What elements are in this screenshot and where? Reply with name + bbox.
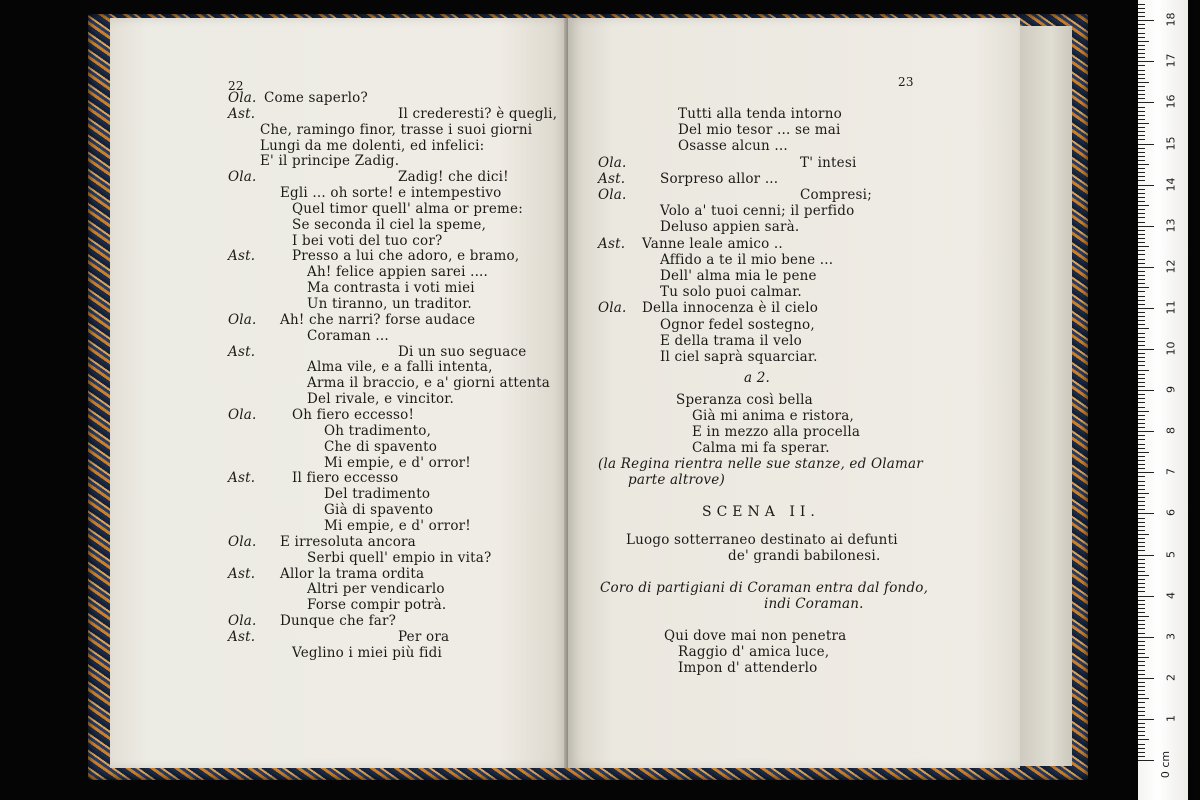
ruler-tick bbox=[1138, 744, 1145, 745]
ruler-tick bbox=[1138, 423, 1145, 424]
ruler-tick bbox=[1138, 518, 1145, 519]
ruler-tick bbox=[1138, 505, 1145, 506]
speaker-label: Ast. bbox=[598, 171, 626, 187]
ruler-tick bbox=[1138, 115, 1145, 116]
stage-direction-line: indi Coraman. bbox=[764, 596, 864, 612]
ruler-tick bbox=[1138, 624, 1145, 625]
ruler-tick bbox=[1138, 661, 1145, 662]
verse-line: E della trama il velo bbox=[660, 333, 803, 349]
ruler-tick bbox=[1138, 197, 1145, 198]
verse-line: Alma vile, e a falli intenta, bbox=[307, 359, 493, 375]
verse-line: Compresi; bbox=[800, 187, 872, 203]
ruler-number: 7 bbox=[1164, 468, 1178, 476]
ruler-tick bbox=[1138, 620, 1145, 621]
ruler-tick bbox=[1138, 653, 1145, 654]
ruler-tick bbox=[1138, 33, 1145, 34]
ruler-tick bbox=[1138, 119, 1145, 120]
verse-line: Dunque che far? bbox=[280, 613, 397, 629]
verse-line: Come saperlo? bbox=[264, 90, 368, 106]
verse-line: Mi empie, e d' orror! bbox=[324, 518, 471, 534]
ruler-tick bbox=[1138, 509, 1145, 510]
ruler-tick bbox=[1138, 250, 1145, 251]
verse-line: E' il principe Zadig. bbox=[260, 153, 400, 169]
verse-line: Della innocenza è il cielo bbox=[642, 300, 819, 316]
ruler-tick bbox=[1138, 53, 1145, 54]
ruler-tick bbox=[1138, 370, 1149, 371]
ruler-tick bbox=[1138, 49, 1145, 50]
ruler-number: 13 bbox=[1164, 218, 1178, 233]
verse-line: Del mio tesor ... se mai bbox=[678, 122, 841, 138]
ruler-number: 11 bbox=[1164, 300, 1178, 315]
ruler-tick bbox=[1138, 386, 1145, 387]
ruler-tick bbox=[1138, 164, 1149, 165]
ruler-tick bbox=[1138, 649, 1145, 650]
ruler-tick bbox=[1138, 435, 1145, 436]
ruler-tick bbox=[1138, 341, 1145, 342]
ruler-number: 12 bbox=[1164, 259, 1178, 274]
ruler-tick bbox=[1138, 156, 1145, 157]
ruler-tick bbox=[1138, 604, 1145, 605]
ruler-tick bbox=[1138, 686, 1145, 687]
stage-direction-line: parte altrove) bbox=[628, 472, 725, 488]
ruler-tick bbox=[1138, 259, 1145, 260]
ruler-tick bbox=[1138, 24, 1145, 25]
verse-line: Zadig! che dici! bbox=[398, 169, 509, 185]
ruler-tick bbox=[1138, 324, 1145, 325]
ruler-tick bbox=[1138, 591, 1145, 592]
ruler-tick bbox=[1138, 748, 1145, 749]
ruler-tick bbox=[1138, 185, 1154, 186]
verse-line: Veglino i miei più fidi bbox=[292, 645, 443, 661]
ruler-tick bbox=[1138, 205, 1149, 206]
speaker-label: Ast. bbox=[228, 344, 256, 360]
ruler-tick bbox=[1138, 612, 1145, 613]
verse-line: Che, ramingo finor, trasse i suoi giorni bbox=[260, 122, 533, 138]
ruler-tick bbox=[1138, 427, 1145, 428]
ruler-tick bbox=[1138, 530, 1145, 531]
ruler-tick bbox=[1138, 481, 1145, 482]
ruler-tick bbox=[1138, 57, 1145, 58]
verse-line: Il ciel saprà squarciar. bbox=[660, 349, 818, 365]
ruler-tick bbox=[1138, 711, 1145, 712]
duet-label: a 2. bbox=[744, 370, 771, 386]
ruler-tick bbox=[1138, 444, 1145, 445]
ruler-unit-label: 0 cm bbox=[1159, 750, 1173, 779]
ruler-tick bbox=[1138, 694, 1145, 695]
verse-line: Egli ... oh sorte! e intempestivo bbox=[280, 185, 502, 201]
flyleaf bbox=[1020, 26, 1072, 766]
ruler-tick bbox=[1138, 600, 1145, 601]
ruler-tick bbox=[1138, 419, 1145, 420]
ruler-tick bbox=[1138, 160, 1145, 161]
verse-line: Oh fiero eccesso! bbox=[292, 407, 415, 423]
ruler-tick bbox=[1138, 213, 1145, 214]
ruler-number: 5 bbox=[1164, 550, 1178, 558]
speaker-label: Ast. bbox=[228, 248, 256, 264]
ruler-number: 8 bbox=[1164, 427, 1178, 435]
ruler-tick bbox=[1138, 94, 1145, 95]
ruler-tick bbox=[1138, 760, 1154, 761]
ruler-tick bbox=[1138, 222, 1145, 223]
speaker-label: Ast. bbox=[228, 106, 256, 122]
ruler-tick bbox=[1138, 349, 1154, 350]
verse-line: Mi empie, e d' orror! bbox=[324, 455, 471, 471]
ruler-number: 3 bbox=[1164, 632, 1178, 640]
speaker-label: Ola. bbox=[228, 407, 257, 423]
ruler-tick bbox=[1138, 497, 1145, 498]
ruler-tick bbox=[1138, 123, 1149, 124]
ruler-number: 9 bbox=[1164, 386, 1178, 394]
ruler-tick bbox=[1138, 16, 1145, 17]
verse-line: E irresoluta ancora bbox=[280, 534, 416, 550]
speaker-label: Ola. bbox=[228, 169, 257, 185]
ruler-tick bbox=[1138, 690, 1145, 691]
verse-line: Per ora bbox=[398, 629, 450, 645]
ruler-tick bbox=[1138, 550, 1145, 551]
verse-line: Allor la trama ordita bbox=[280, 566, 425, 582]
ruler-tick bbox=[1138, 8, 1145, 9]
ruler-tick bbox=[1138, 567, 1145, 568]
ruler-tick bbox=[1138, 702, 1145, 703]
ruler-tick bbox=[1138, 641, 1145, 642]
ruler-tick bbox=[1138, 263, 1145, 264]
ruler-tick bbox=[1138, 460, 1145, 461]
verse-line: Il crederesti? è quegli, bbox=[398, 106, 558, 122]
ruler-tick bbox=[1138, 209, 1145, 210]
ruler-tick bbox=[1138, 374, 1145, 375]
left-page bbox=[110, 18, 568, 768]
ruler-tick bbox=[1138, 357, 1145, 358]
ruler-tick bbox=[1138, 513, 1154, 514]
speaker-label: Ast. bbox=[228, 566, 256, 582]
ruler-tick bbox=[1138, 37, 1145, 38]
ruler-tick bbox=[1138, 407, 1145, 408]
ruler-tick bbox=[1138, 587, 1145, 588]
ruler-tick bbox=[1138, 534, 1149, 535]
ruler-number: 6 bbox=[1164, 509, 1178, 517]
ruler-number: 15 bbox=[1164, 136, 1178, 150]
ruler-tick bbox=[1138, 304, 1145, 305]
ruler-tick bbox=[1138, 571, 1145, 572]
ruler-tick bbox=[1138, 139, 1145, 140]
ruler-tick bbox=[1138, 275, 1145, 276]
ruler-tick bbox=[1138, 485, 1145, 486]
verse-line: Oh tradimento, bbox=[324, 423, 432, 439]
ruler-tick bbox=[1138, 398, 1145, 399]
ruler-tick bbox=[1138, 415, 1145, 416]
ruler-tick bbox=[1138, 4, 1145, 5]
ruler-tick bbox=[1138, 665, 1145, 666]
stage-direction-line: (la Regina rientra nelle sue stanze, ed Olamar bbox=[598, 456, 923, 472]
verse-line: Ognor fedel sostegno, bbox=[660, 317, 815, 333]
ruler-tick bbox=[1138, 657, 1149, 658]
verse-line: Già mi anima e ristora, bbox=[692, 408, 854, 424]
verse-line: Arma il braccio, e a' giorni attenta bbox=[307, 375, 550, 391]
verse-line: Serbi quell' empio in vita? bbox=[307, 550, 492, 566]
ruler-tick bbox=[1138, 246, 1149, 247]
ruler-tick bbox=[1138, 411, 1149, 412]
ruler-tick bbox=[1138, 715, 1145, 716]
verse-line: Tu solo puoi calmar. bbox=[660, 284, 802, 300]
speaker-label: Ola. bbox=[598, 155, 627, 171]
verse-line: E in mezzo alla procella bbox=[692, 424, 861, 440]
verse-line: Forse compir potrà. bbox=[307, 597, 447, 613]
ruler-tick bbox=[1138, 493, 1149, 494]
speaker-label: Ola. bbox=[228, 312, 257, 328]
ruler-tick bbox=[1138, 333, 1145, 334]
ruler-tick bbox=[1138, 472, 1154, 473]
ruler-tick bbox=[1138, 189, 1145, 190]
ruler-tick bbox=[1138, 168, 1145, 169]
ruler-tick bbox=[1138, 238, 1145, 239]
ruler-tick bbox=[1138, 456, 1145, 457]
ruler-number: 17 bbox=[1164, 53, 1178, 68]
verse-line: Sorpreso allor ... bbox=[660, 171, 779, 187]
ruler-tick bbox=[1138, 579, 1145, 580]
ruler-tick bbox=[1138, 300, 1145, 301]
ruler-tick bbox=[1138, 345, 1145, 346]
ruler-tick bbox=[1138, 559, 1145, 560]
verse-line: Deluso appien sarà. bbox=[660, 219, 800, 235]
verse-line: Qui dove mai non penetra bbox=[664, 628, 847, 644]
verse-line: Dell' alma mia le pene bbox=[660, 268, 817, 284]
ruler-tick bbox=[1138, 575, 1149, 576]
ruler-tick bbox=[1138, 45, 1145, 46]
ruler-tick bbox=[1138, 254, 1145, 255]
ruler-tick bbox=[1138, 452, 1149, 453]
ruler-tick bbox=[1138, 291, 1145, 292]
ruler-tick bbox=[1138, 201, 1145, 202]
ruler-tick bbox=[1138, 90, 1145, 91]
ruler-tick bbox=[1138, 563, 1145, 564]
ruler-tick bbox=[1138, 107, 1145, 108]
verse-line: Calma mi fa sperar. bbox=[692, 440, 830, 456]
ruler-tick bbox=[1138, 135, 1145, 136]
ruler-tick bbox=[1138, 98, 1145, 99]
ruler-tick bbox=[1138, 180, 1145, 181]
ruler-tick bbox=[1138, 526, 1145, 527]
ruler-number: 14 bbox=[1164, 177, 1178, 192]
ruler-tick bbox=[1138, 439, 1145, 440]
ruler-tick bbox=[1138, 172, 1145, 173]
speaker-label: Ola. bbox=[228, 90, 257, 106]
verse-line: Che di spavento bbox=[324, 439, 438, 455]
ruler-tick bbox=[1138, 267, 1154, 268]
speaker-label: Ast. bbox=[228, 629, 256, 645]
verse-line: Coraman ... bbox=[307, 328, 389, 344]
ruler-number: 2 bbox=[1164, 673, 1178, 681]
ruler-tick bbox=[1138, 41, 1149, 42]
ruler-tick bbox=[1138, 723, 1145, 724]
ruler-tick bbox=[1138, 102, 1154, 103]
ruler-tick bbox=[1138, 583, 1145, 584]
ruler-tick bbox=[1138, 756, 1145, 757]
verse-line: Già di spavento bbox=[324, 502, 434, 518]
ruler-tick bbox=[1138, 193, 1145, 194]
ruler-tick bbox=[1138, 633, 1145, 634]
ruler-tick bbox=[1138, 555, 1154, 556]
ruler-tick bbox=[1138, 308, 1154, 309]
ruler-number: 16 bbox=[1164, 94, 1178, 109]
ruler-tick bbox=[1138, 698, 1149, 699]
verse-line: Vanne leale amico .. bbox=[642, 236, 783, 252]
ruler-tick bbox=[1138, 287, 1149, 288]
ruler-tick bbox=[1138, 70, 1145, 71]
ruler-tick bbox=[1138, 678, 1154, 679]
ruler-tick bbox=[1138, 628, 1145, 629]
ruler-tick bbox=[1138, 707, 1145, 708]
ruler-tick bbox=[1138, 279, 1145, 280]
ruler-tick bbox=[1138, 739, 1149, 740]
verse-line: Osasse alcun ... bbox=[678, 138, 788, 154]
ruler-tick bbox=[1138, 727, 1145, 728]
verse-line: Un tiranno, un traditor. bbox=[307, 296, 472, 312]
ruler-number: 4 bbox=[1164, 591, 1178, 599]
speaker-label: Ola. bbox=[598, 187, 627, 203]
verse-line: Volo a' tuoi cenni; il perfido bbox=[660, 203, 855, 219]
ruler-tick bbox=[1138, 361, 1145, 362]
ruler-tick bbox=[1138, 111, 1145, 112]
verse-line: Del rivale, e vincitor. bbox=[307, 391, 454, 407]
ruler-tick bbox=[1138, 328, 1149, 329]
verse-line: Speranza così bella bbox=[676, 392, 813, 408]
ruler-tick bbox=[1138, 61, 1154, 62]
speaker-label: Ast. bbox=[598, 236, 626, 252]
ruler-tick bbox=[1138, 538, 1145, 539]
ruler-tick bbox=[1138, 645, 1145, 646]
ruler-tick bbox=[1138, 616, 1149, 617]
ruler-tick bbox=[1138, 637, 1154, 638]
ruler-tick bbox=[1138, 230, 1145, 231]
ruler-tick bbox=[1138, 176, 1145, 177]
ruler-tick bbox=[1138, 546, 1145, 547]
ruler-tick bbox=[1138, 242, 1145, 243]
ruler-tick bbox=[1138, 382, 1145, 383]
verse-line: Quel timor quell' alma or preme: bbox=[292, 201, 523, 217]
scene-location-line: Luogo sotterraneo destinato ai defunti bbox=[626, 532, 898, 548]
stage-direction-line: Coro di partigiani di Coraman entra dal fondo, bbox=[600, 580, 929, 596]
ruler-number: 1 bbox=[1164, 714, 1178, 722]
ruler-tick bbox=[1138, 670, 1145, 671]
ruler-tick bbox=[1138, 464, 1145, 465]
ruler-tick bbox=[1138, 394, 1145, 395]
ruler-tick bbox=[1138, 148, 1145, 149]
ruler-tick bbox=[1138, 402, 1145, 403]
verse-line: Di un suo seguace bbox=[398, 344, 527, 360]
verse-line: Se seconda il ciel la speme, bbox=[292, 217, 487, 233]
ruler-tick bbox=[1138, 353, 1145, 354]
right-page bbox=[568, 18, 1020, 768]
ruler-tick bbox=[1138, 468, 1145, 469]
verse-line: Ma contrasta i voti miei bbox=[307, 280, 475, 296]
ruler-tick bbox=[1138, 608, 1145, 609]
ruler-tick bbox=[1138, 719, 1154, 720]
verse-line: Affido a te il mio bene ... bbox=[660, 252, 834, 268]
ruler-tick bbox=[1138, 316, 1145, 317]
ruler-tick bbox=[1138, 476, 1145, 477]
ruler-tick bbox=[1138, 234, 1145, 235]
ruler-tick bbox=[1138, 312, 1145, 313]
verse-line: T' intesi bbox=[800, 155, 857, 171]
ruler-tick bbox=[1138, 296, 1145, 297]
verse-line: Impon d' attenderlo bbox=[678, 660, 818, 676]
ruler-tick bbox=[1138, 501, 1145, 502]
ruler-tick bbox=[1138, 731, 1145, 732]
verse-line: Del tradimento bbox=[324, 486, 431, 502]
verse-line: Altri per vendicarlo bbox=[307, 581, 445, 597]
ruler-tick bbox=[1138, 74, 1145, 75]
ruler-tick bbox=[1138, 522, 1145, 523]
speaker-label: Ast. bbox=[228, 470, 256, 486]
ruler-tick bbox=[1138, 489, 1145, 490]
speaker-label: Ola. bbox=[598, 300, 627, 316]
ruler-tick bbox=[1138, 226, 1154, 227]
page-number: 22 bbox=[228, 79, 244, 93]
verse-line: I bei voti del tuo cor? bbox=[292, 233, 443, 249]
ruler-tick bbox=[1138, 28, 1145, 29]
ruler-tick bbox=[1138, 596, 1154, 597]
verse-line: Il fiero eccesso bbox=[292, 470, 399, 486]
ruler-tick bbox=[1138, 131, 1145, 132]
ruler-number: 18 bbox=[1164, 12, 1178, 27]
ruler-tick bbox=[1138, 283, 1145, 284]
ruler-tick bbox=[1138, 217, 1145, 218]
ruler-tick bbox=[1138, 86, 1145, 87]
verse-line: Tutti alla tenda intorno bbox=[678, 106, 842, 122]
ruler-tick bbox=[1138, 682, 1145, 683]
verse-line: Presso a lui che adoro, e bramo, bbox=[292, 248, 520, 264]
scene-location-line: de' grandi babilonesi. bbox=[728, 548, 881, 564]
ruler-tick bbox=[1138, 542, 1145, 543]
ruler-tick bbox=[1138, 144, 1154, 145]
ruler-tick bbox=[1138, 390, 1154, 391]
ruler-tick bbox=[1138, 127, 1145, 128]
ruler-tick bbox=[1138, 271, 1145, 272]
ruler-tick bbox=[1138, 65, 1145, 66]
verse-line: Raggio d' amica luce, bbox=[678, 644, 830, 660]
ruler-tick bbox=[1138, 365, 1145, 366]
ruler-number: 10 bbox=[1164, 341, 1178, 356]
ruler-tick bbox=[1138, 735, 1145, 736]
speaker-label: Ola. bbox=[228, 613, 257, 629]
ruler-tick bbox=[1138, 448, 1145, 449]
speaker-label: Ola. bbox=[228, 534, 257, 550]
verse-line: Lungi da me dolenti, ed infelici: bbox=[260, 138, 485, 154]
page-number: 23 bbox=[898, 75, 914, 89]
ruler-tick bbox=[1138, 378, 1145, 379]
ruler-tick bbox=[1138, 337, 1145, 338]
ruler-tick bbox=[1138, 152, 1145, 153]
ruler-tick bbox=[1138, 431, 1154, 432]
ruler-tick bbox=[1138, 82, 1149, 83]
ruler-tick bbox=[1138, 78, 1145, 79]
ruler-tick bbox=[1138, 674, 1145, 675]
verse-line: Ah! felice appien sarei .... bbox=[307, 264, 489, 280]
measuring-ruler bbox=[1138, 0, 1188, 800]
ruler-tick bbox=[1138, 12, 1145, 13]
verse-line: Ah! che narri? forse audace bbox=[280, 312, 476, 328]
ruler-tick bbox=[1138, 752, 1145, 753]
scene-heading: SCENA II. bbox=[702, 504, 820, 520]
ruler-tick bbox=[1138, 20, 1154, 21]
ruler-tick bbox=[1138, 320, 1145, 321]
